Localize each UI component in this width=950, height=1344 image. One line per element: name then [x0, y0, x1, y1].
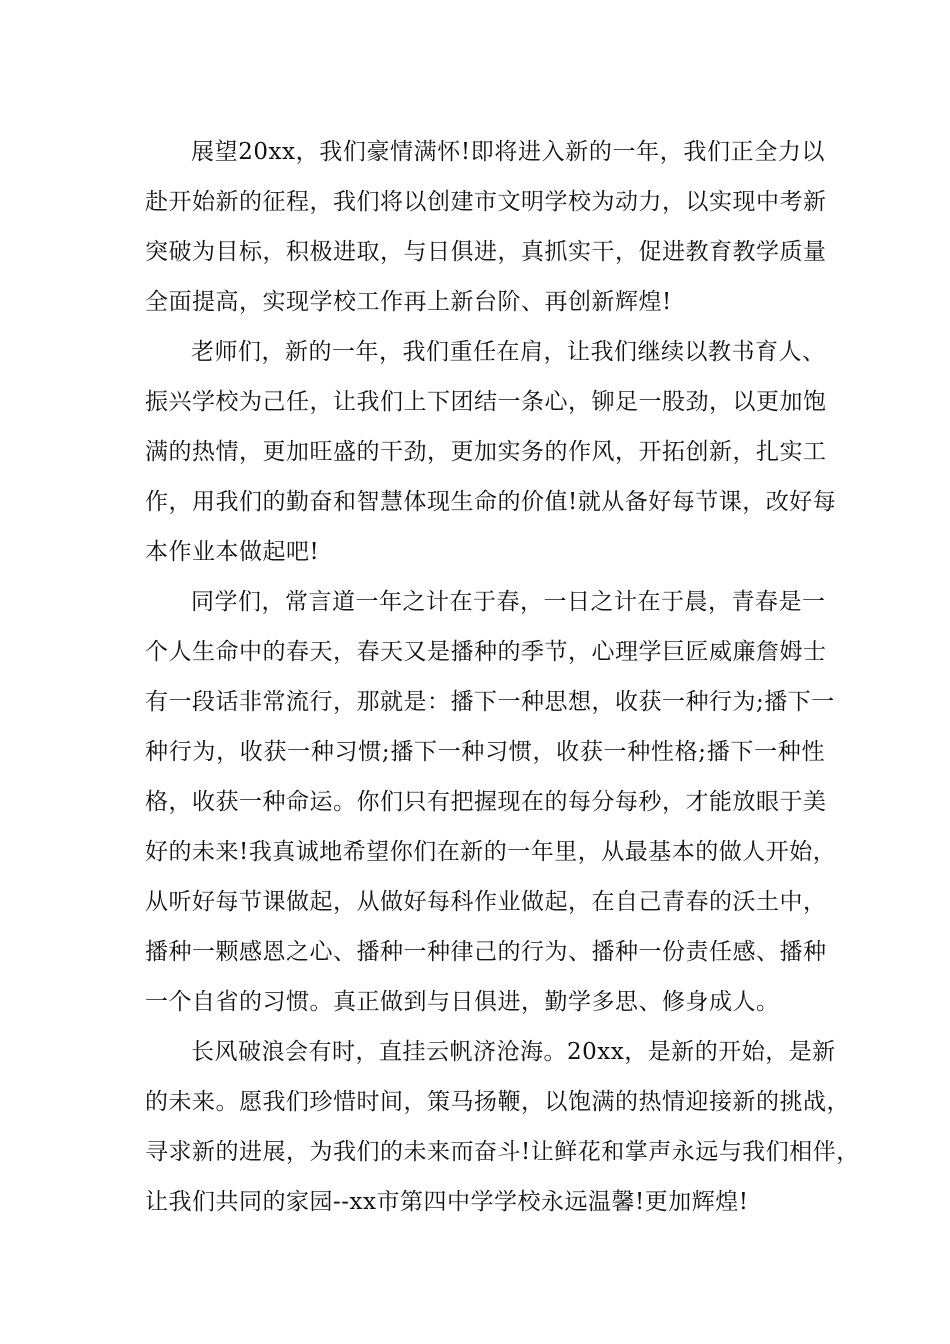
paragraph-4-line-1: 长风破浪会有时，直挂云帆济沧海。20xx，是新的开始，是新 [191, 1039, 836, 1065]
paragraph-3-line-2: 个人生命中的春天，春天又是播种的季节，心理学巨匠威廉詹姆士 [145, 639, 827, 665]
paragraph-2-line-1: 老师们，新的一年，我们重任在肩，让我们继续以教书育人、 [191, 339, 826, 365]
paragraph-2-line-2: 振兴学校为己任，让我们上下团结一条心，铆足一股劲，以更加饱 [145, 389, 827, 415]
paragraph-3-line-4: 种行为，收获一种习惯;播下一种习惯，收获一种性格;播下一种性 [145, 739, 825, 765]
paragraph-1-line-2: 赴开始新的征程，我们将以创建市文明学校为动力，以实现中考新 [145, 189, 827, 215]
paragraph-1-line-1: 展望20xx，我们豪情满怀!即将进入新的一年，我们正全力以 [191, 139, 825, 165]
paragraph-3-line-3: 有一段话非常流行，那就是：播下一种思想，收获一种行为;播下一 [145, 689, 835, 715]
paragraph-3-line-9: 一个自省的习惯。真正做到与日俱进，勤学多思、修身成人。 [145, 989, 780, 1015]
paragraph-2-line-4: 作，用我们的勤奋和智慧体现生命的价值!就从备好每节课，改好每 [145, 489, 837, 515]
paragraph-4-line-4: 让我们共同的家园--xx市第四中学学校永远温馨!更加辉煌! [145, 1189, 749, 1215]
paragraph-1-line-3: 突破为目标，积极进取，与日俱进，真抓实干，促进教育教学质量 [145, 239, 827, 265]
paragraph-3-line-1: 同学们，常言道一年之计在于春，一日之计在于晨，青春是一 [191, 589, 826, 615]
paragraph-3-line-5: 格，收获一种命运。你们只有把握现在的每分每秒，才能放眼于美 [145, 789, 827, 815]
paragraph-3-line-6: 好的未来!我真诚地希望你们在新的一年里，从最基本的做人开始， [145, 839, 837, 865]
paragraph-2-line-5: 本作业本做起吧! [145, 539, 320, 565]
paragraph-1-line-4: 全面提高，实现学校工作再上新台阶、再创新辉煌! [145, 289, 672, 315]
paragraph-4-line-3: 寻求新的进展，为我们的未来而奋斗!让鲜花和掌声永远与我们相伴， [145, 1139, 860, 1165]
paragraph-3-line-8: 播种一颗感恩之心、播种一种律己的行为、播种一份责任感、播种 [145, 939, 827, 965]
paragraph-2-line-3: 满的热情，更加旺盛的干劲，更加实务的作风，开拓创新，扎实工 [145, 439, 827, 465]
paragraph-4-line-2: 的未来。愿我们珍惜时间，策马扬鞭，以饱满的热情迎接新的挑战， [145, 1089, 850, 1115]
paragraph-3-line-7: 从听好每节课做起，从做好每科作业做起，在自己青春的沃土中， [145, 889, 827, 915]
